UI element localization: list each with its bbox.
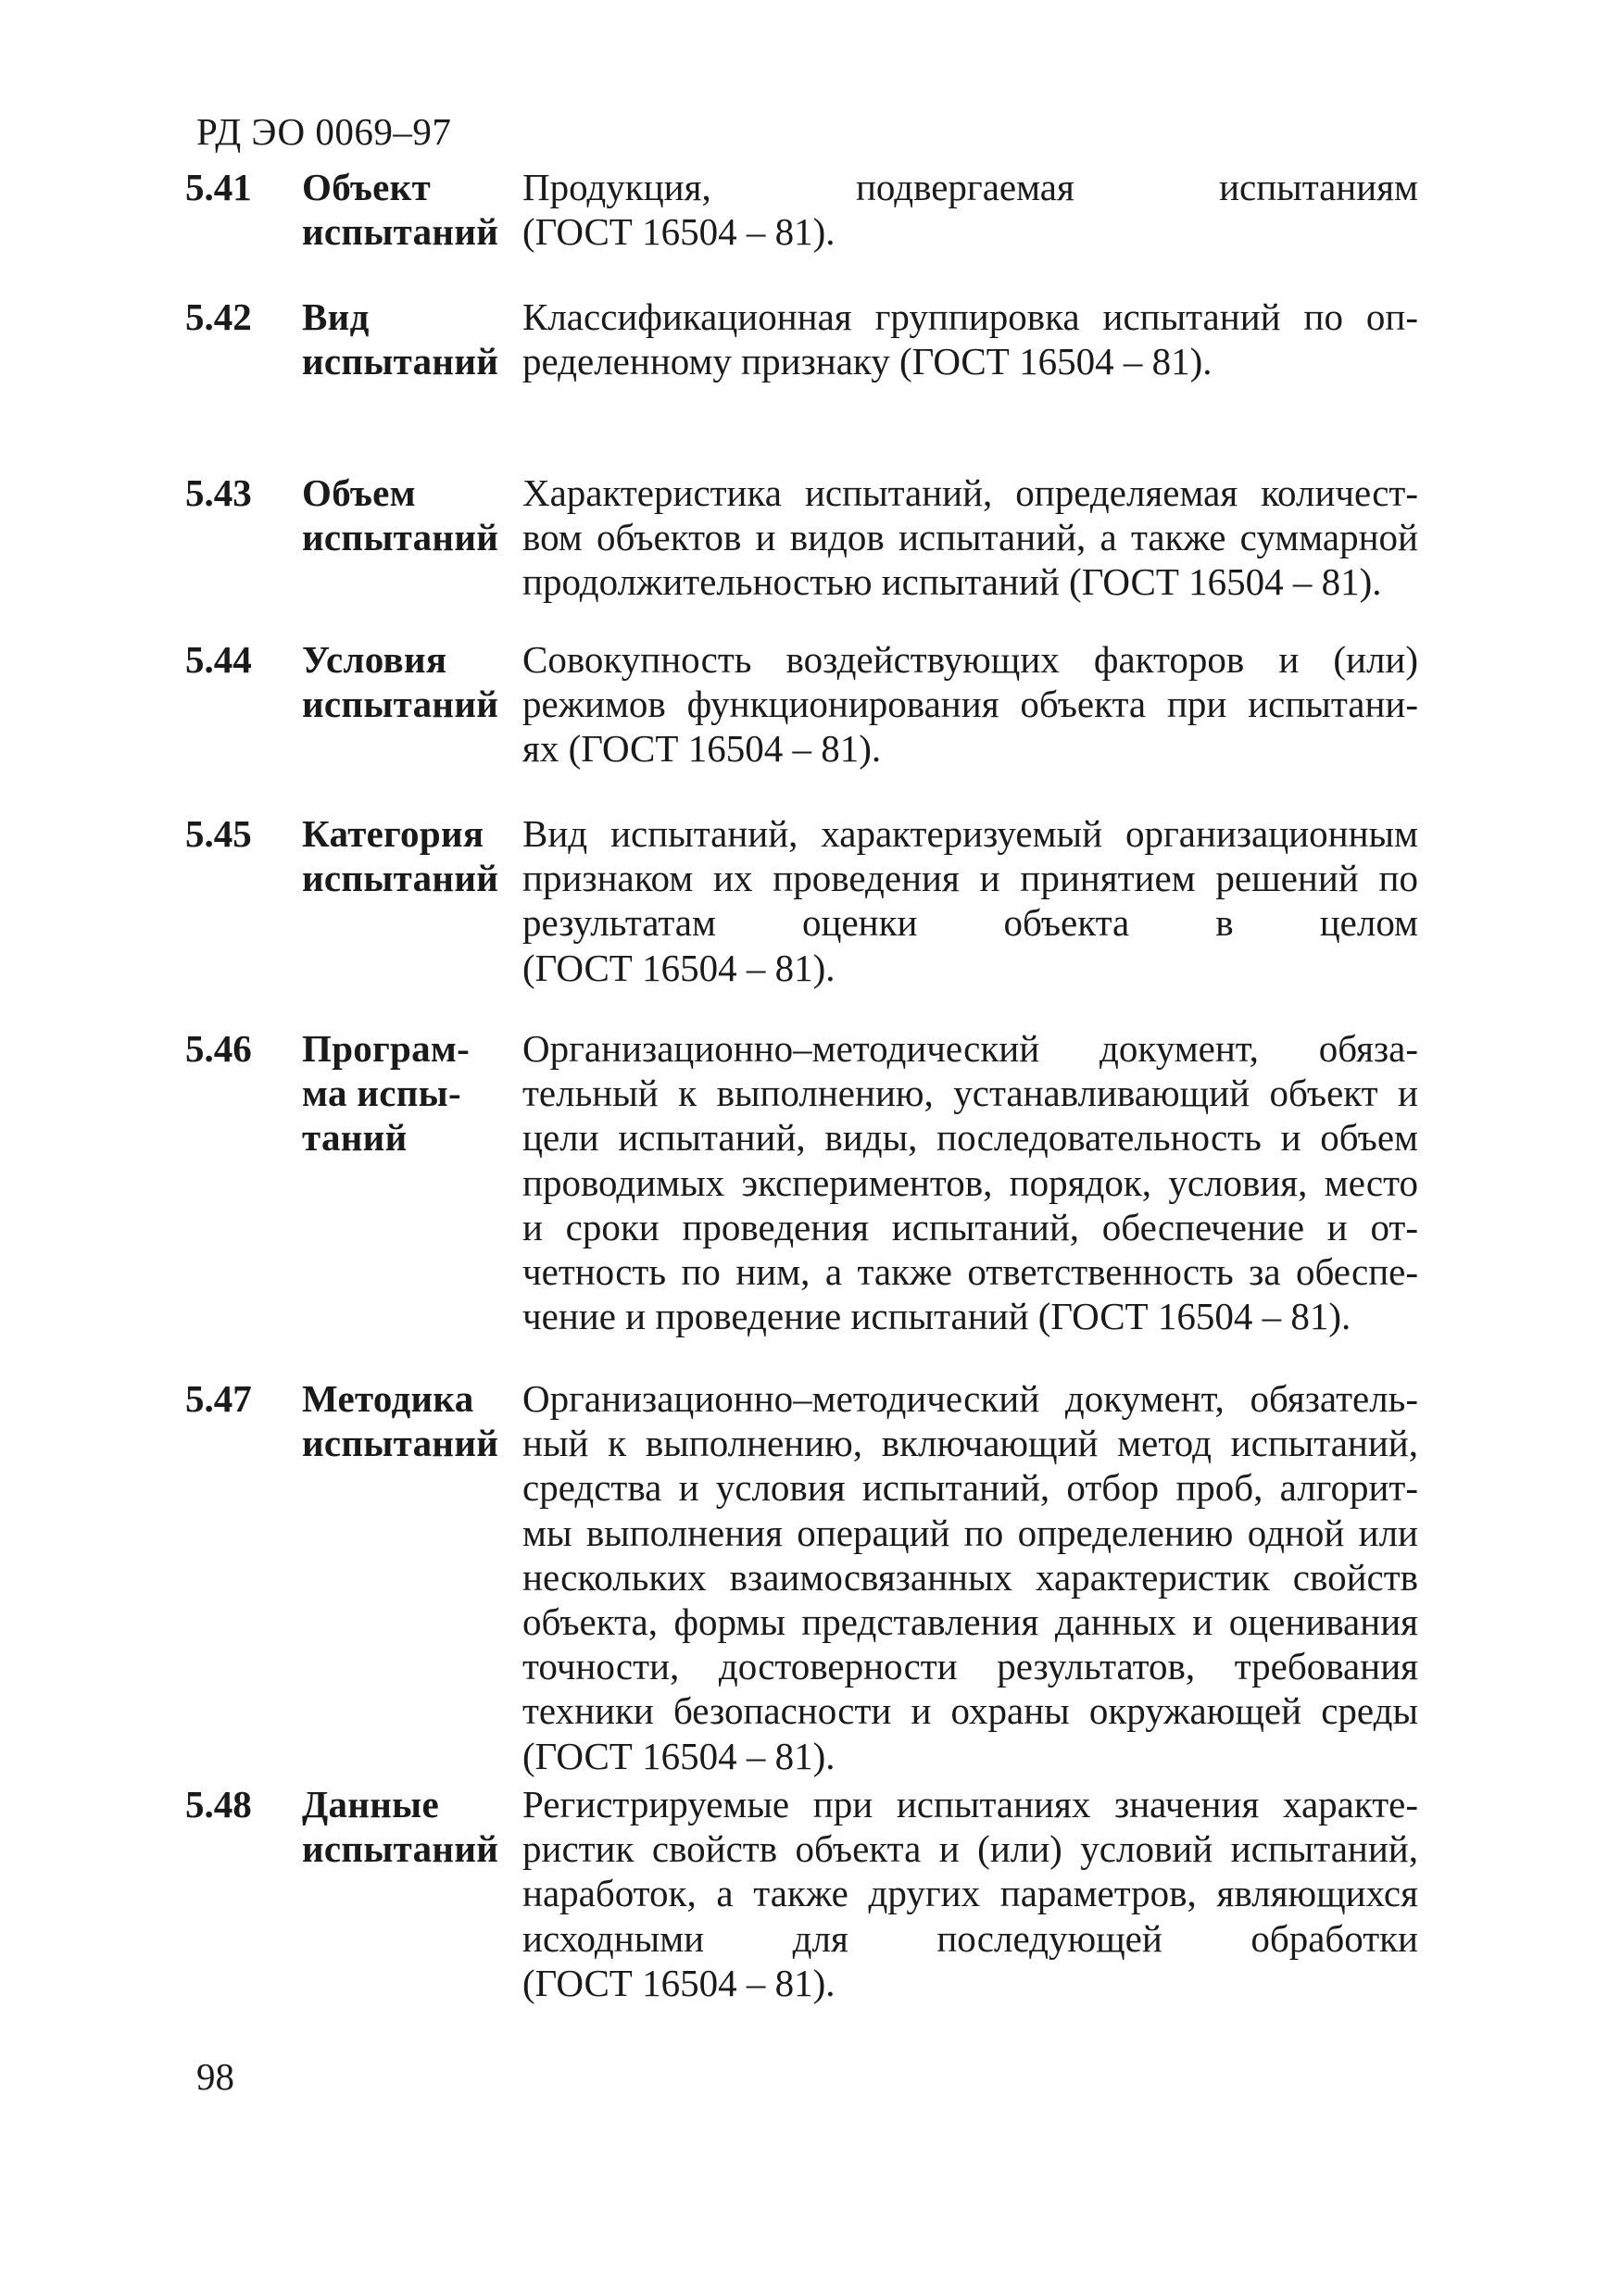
term-line: Условия [302,638,447,681]
definition-line: наработок, а также других параметров, являющихся [522,1872,1418,1915]
entry-definition [522,811,1418,990]
entry-number: 5.48 [185,1783,252,1826]
entry-number: 5.47 [185,1377,252,1420]
entry-term [302,811,521,900]
term-line: испытаний [302,210,499,253]
term-line: Данные [302,1783,439,1826]
definition-line: (ГОСТ 16504 – 81). [522,1961,836,2004]
definition-line: нескольких взаимосвязанных характеристик свойств [522,1555,1418,1599]
definition-line: средства и условия испытаний, отбор проб, алгорит- [522,1466,1418,1510]
entry-definition [522,1376,1418,1778]
definition-line: Характеристика испытаний, определяемая количест- [522,471,1418,514]
entry-term [302,295,521,383]
definition-line: мы выполнения операций по определению одной или [522,1511,1418,1554]
definition-line: четность по ним, а также ответственность за обеспе- [522,1250,1418,1294]
page-number: 98 [196,2055,234,2098]
entry-definition [522,637,1418,772]
term-line: испытаний [302,1827,499,1870]
definition-line: Продукция, подвергаемая испытаниям [522,166,1418,208]
entry-number: 5.42 [185,295,252,338]
definition-line: тельный к выполнению, устанавливающий объект и [522,1072,1418,1115]
term-line: Вид [302,295,370,338]
definition-line: результатам оценки объекта в целом [522,901,1418,945]
term-line: испытаний [302,857,499,899]
definition-line: ях (ГОСТ 16504 – 81). [522,727,882,771]
entry-term [302,637,521,726]
definition-line: (ГОСТ 16504 – 81). [522,210,836,254]
definition-line: (ГОСТ 16504 – 81). [522,1734,836,1777]
entry-number: 5.44 [185,638,252,681]
definition-line: Классификационная группировка испытаний по оп- [522,295,1418,338]
term-line: ма испы- [302,1072,461,1114]
entry-number: 5.45 [185,812,252,855]
entry-definition [522,470,1418,605]
term-line: таний [302,1116,408,1159]
term-line: испытаний [302,1422,499,1464]
term-line: Категория [302,812,484,855]
definition-line: режимов функционирования объекта при испытани- [522,683,1418,726]
definition-line: продолжительностью испытаний (ГОСТ 16504 – 81). [522,560,1382,604]
entry-number: 5.41 [185,166,252,208]
term-line: Объем [302,471,416,514]
definition-line: Вид испытаний, характеризуемый организационным [522,812,1418,855]
definition-line: Совокупность воздействующих факторов и (или) [522,638,1418,681]
definition-line: точности, достоверности результатов, требования [522,1645,1418,1688]
term-line: Методика [302,1377,474,1420]
definition-line: исходными для последующей обработки [522,1916,1418,1960]
entry-number: 5.43 [185,471,252,514]
entry-number: 5.46 [185,1027,252,1070]
definition-line: ристик свойств объекта и (или) условий испытаний, [522,1827,1418,1871]
definition-line: цели испытаний, виды, последовательность и объем [522,1116,1418,1160]
definition-line: Регистрируемые при испытаниях значения характе- [522,1783,1418,1826]
entry-term [302,1376,521,1465]
definition-line: Организационно–методический документ, обяза- [522,1027,1418,1070]
term-line: испытаний [302,340,499,383]
entry-definition [522,1782,1418,2005]
definition-line: проводимых экспериментов, порядок, условия, место [522,1161,1418,1204]
definition-line: вом объектов и видов испытаний, а также суммарной [522,516,1418,559]
definition-line: признаком их проведения и принятием решений по [522,857,1418,900]
entry-term [302,470,521,559]
term-line: испытаний [302,516,499,558]
definition-line: чение и проведение испытаний (ГОСТ 16504 – 81). [522,1295,1351,1338]
definition-line: объекта, формы представления данных и оценивания [522,1600,1418,1644]
definition-line: ределенному признаку (ГОСТ 16504 – 81). [522,340,1213,383]
entry-term [302,165,521,254]
definition-line: техники безопасности и охраны окружающей среды [522,1689,1418,1733]
entry-term [302,1026,521,1160]
term-line: испытаний [302,683,499,725]
term-line: Объект [302,166,432,208]
entry-term [302,1782,521,1871]
term-line: Програм- [302,1027,471,1070]
document-code-header: РД ЭО 0069–97 [196,110,452,153]
entry-definition [522,1026,1418,1338]
definition-line: ный к выполнению, включающий метод испытаний, [522,1422,1418,1465]
entry-definition [522,295,1418,383]
entry-definition [522,165,1418,254]
definition-line: (ГОСТ 16504 – 81). [522,946,836,989]
definition-line: Организационно–методический документ, обязатель- [522,1377,1418,1420]
definition-line: и сроки проведения испытаний, обеспечение и от- [522,1205,1418,1248]
